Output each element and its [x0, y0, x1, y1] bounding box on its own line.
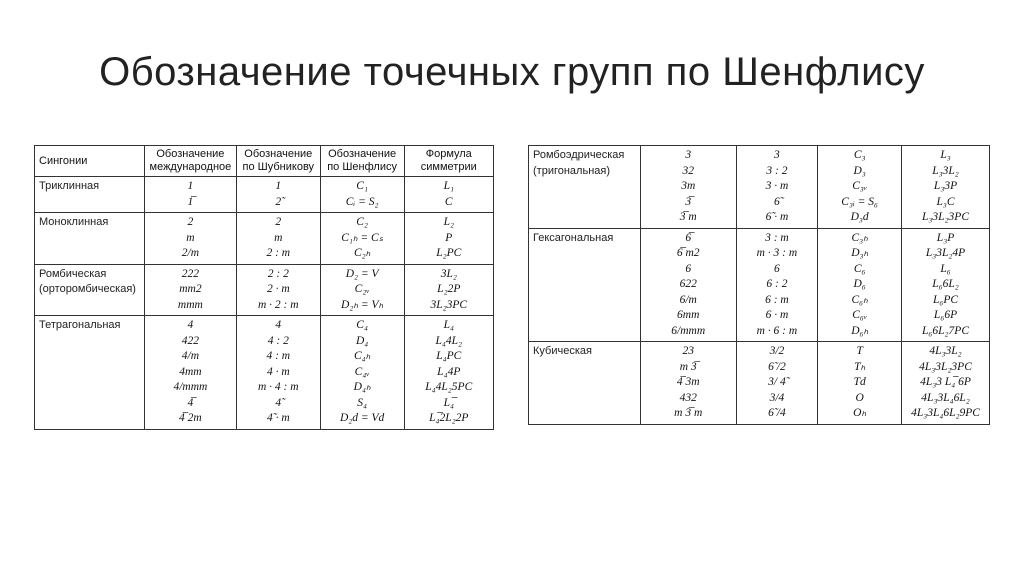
international-value: 6̅: [685, 231, 692, 244]
schoenflies-value: C₂ᵥ: [354, 283, 370, 295]
international-value: 422: [181, 334, 200, 347]
table-row: [35, 177, 494, 213]
shubnikov-value: m · 4 : m: [258, 381, 299, 393]
schoenflies-cell: [818, 146, 902, 229]
schoenflies-value: Tₕ: [854, 360, 866, 373]
formula-cell: [902, 228, 990, 342]
formula-value: L₃C: [936, 195, 955, 208]
international-value: 4mm: [179, 365, 202, 378]
formula-value: 4L₃3L₄6L₂: [921, 391, 970, 404]
international-cell: [640, 342, 736, 425]
international-value: 6̅ m2: [676, 247, 700, 259]
syngony-cell: Гексагональная: [529, 228, 641, 342]
schoenflies-value: O: [855, 391, 864, 404]
shubnikov-value: 6 · m: [765, 309, 789, 321]
formula-cell: [902, 342, 990, 425]
schoenflies-value: D₃d: [850, 211, 869, 223]
formula-value: L₃3L₂4P: [925, 247, 966, 259]
formula-value: 4L₃3L₂3PC: [919, 360, 972, 373]
shubnikov-value: m · 6 : m: [756, 324, 798, 337]
shubnikov-value: 2 : m: [266, 247, 291, 259]
formula-value: L₂2P: [437, 283, 461, 295]
international-value: 3̅: [685, 195, 692, 208]
international-value: 4: [187, 319, 194, 331]
schoenflies-value: C₃ᵥ: [852, 180, 868, 192]
formula-value: L₃3L₂3PC: [922, 211, 969, 223]
header-row: [35, 146, 494, 177]
international-value: 622: [679, 278, 697, 290]
syngony-cell: Ромбическая (орторомбическая): [35, 264, 145, 316]
shubnikov-value: 2̃: [275, 195, 282, 208]
international-cell: [144, 316, 236, 430]
formula-cell: [404, 264, 493, 316]
schoenflies-value: C₂ₕ: [353, 247, 371, 259]
schoenflies-value: D₃ₕ: [851, 247, 869, 259]
formula-value: L₄̅2L₂2P: [429, 412, 469, 424]
schoenflies-value: C₆ₕ: [851, 293, 868, 306]
syngony-cell: Ромбоэдрическая (тригональная): [529, 146, 641, 229]
formula-value: L₄: [443, 319, 454, 331]
international-cell: [640, 228, 736, 342]
schoenflies-value: C₂: [356, 216, 368, 228]
formula-value: L₄4L₂5PC: [425, 381, 473, 393]
schoenflies-value: Cᵢ = S₂: [345, 195, 379, 208]
slide-title: Обозначение точечных групп по Шенфлису: [99, 50, 925, 94]
point-groups-table-right: [528, 145, 990, 425]
shubnikov-value: 3 · m: [765, 180, 789, 192]
schoenflies-value: D₆ₕ: [851, 324, 869, 337]
table-row: [529, 228, 990, 342]
schoenflies-value: D₂ₕ = Vₕ: [341, 298, 384, 311]
table-row: [35, 264, 494, 316]
schoenflies-value: C₃: [853, 149, 866, 161]
shubnikov-value: m: [274, 231, 283, 244]
header-schoenflies: Обозначение по Шенфлису: [320, 146, 404, 177]
international-cell: [640, 146, 736, 229]
schoenflies-cell: [818, 228, 902, 342]
table-row: [529, 146, 990, 229]
international-value: 6mm: [677, 309, 700, 321]
formula-value: L₄4P: [437, 365, 461, 378]
shubnikov-value: 2 · m: [266, 283, 290, 295]
international-value: mm2: [179, 283, 202, 295]
table-row: [35, 316, 494, 430]
international-value: mmm: [177, 298, 203, 311]
header-international: Обозначение международное: [144, 146, 236, 177]
shubnikov-value: m · 2 : m: [258, 298, 299, 311]
shubnikov-value: 3 : m: [765, 231, 789, 244]
formula-value: 3L₂3PC: [430, 298, 468, 311]
formula-value: L₆: [940, 262, 951, 275]
international-value: 3m: [681, 180, 696, 192]
schoenflies-value: S₄: [357, 396, 367, 409]
formula-cell: [404, 177, 493, 213]
international-value: 4̅: [187, 396, 194, 409]
syngony-cell: Тетрагональная: [35, 316, 145, 430]
shubnikov-cell: [736, 342, 818, 425]
table-row: [529, 342, 990, 425]
syngony-cell: Кубическая: [529, 342, 641, 425]
formula-value: L₂PC: [436, 247, 462, 259]
shubnikov-value: 4 : m: [266, 350, 291, 362]
schoenflies-value: D₄: [355, 334, 369, 347]
shubnikov-value: 6̃ · m: [765, 211, 789, 223]
schoenflies-value: C₃ₕ: [851, 231, 868, 244]
shubnikov-value: 4̃ · m: [266, 412, 290, 424]
formula-value: 4L₃3 L₄̅ 6P: [920, 376, 971, 388]
international-value: 1̅: [187, 195, 194, 208]
shubnikov-value: 6̃ /2: [768, 360, 786, 373]
schoenflies-value: C₆: [853, 262, 866, 275]
shubnikov-value: 2: [275, 216, 282, 228]
shubnikov-value: 6̃: [774, 195, 780, 208]
international-cell: [144, 177, 236, 213]
shubnikov-value: 3/4: [769, 391, 785, 404]
international-value: m: [186, 231, 195, 244]
international-value: 2/m: [181, 247, 200, 259]
header-formula: Формула симметрии: [404, 146, 493, 177]
shubnikov-value: m · 3 : m: [756, 247, 798, 259]
schoenflies-value: C₄: [356, 319, 368, 331]
international-value: 32: [682, 164, 694, 177]
formula-value: L₃: [940, 149, 951, 161]
shubnikov-value: 2 : 2: [267, 267, 289, 280]
formula-value: L₃P: [936, 231, 955, 244]
syngony-cell: Триклинная: [35, 177, 145, 213]
schoenflies-value: C₃ᵢ = S₆: [841, 195, 879, 208]
shubnikov-value: 3/ 4̃: [768, 376, 786, 388]
international-value: m 3̅: [679, 360, 697, 373]
formula-value: L₆6L₂: [932, 278, 959, 290]
formula-value: L₆6P: [933, 309, 958, 321]
table-row: [35, 213, 494, 265]
schoenflies-value: C₁ₕ = Cₛ: [341, 231, 384, 244]
international-value: 6: [685, 262, 692, 275]
schoenflies-value: C₆ᵥ: [852, 309, 868, 321]
international-value: m 3̅ m: [674, 407, 703, 419]
shubnikov-value: 6 : 2: [766, 278, 788, 290]
shubnikov-cell: [236, 264, 320, 316]
shubnikov-cell: [736, 146, 818, 229]
international-value: 4/m: [181, 350, 200, 362]
schoenflies-value: D₄ₕ: [353, 381, 371, 393]
schoenflies-value: C₄ₕ: [353, 350, 371, 362]
international-value: 3: [685, 149, 692, 161]
schoenflies-value: D₃: [853, 164, 866, 177]
schoenflies-value: C₄ᵥ: [354, 365, 370, 378]
shubnikov-value: 4 · m: [266, 365, 290, 378]
header-syngony: Сингонии: [35, 146, 145, 177]
international-value: 6/m: [679, 293, 697, 306]
shubnikov-value: 6: [774, 262, 780, 275]
shubnikov-value: 4: [275, 319, 282, 331]
formula-cell: [902, 146, 990, 229]
schoenflies-value: T: [856, 345, 863, 357]
international-cell: [144, 264, 236, 316]
shubnikov-value: 3 : 2: [766, 164, 788, 177]
schoenflies-cell: [818, 342, 902, 425]
schoenflies-value: C₁: [356, 180, 368, 192]
international-value: 222: [181, 267, 200, 280]
schoenflies-value: D₂ = V: [345, 267, 379, 280]
international-value: 4/mmm: [173, 381, 208, 393]
international-value: 2: [187, 216, 194, 228]
header-shubnikov: Обозначение по Шубникову: [236, 146, 320, 177]
formula-value: P: [445, 231, 453, 244]
formula-value: L₃3L₂: [932, 164, 959, 177]
formula-value: L₄PC: [436, 350, 462, 362]
shubnikov-value: 3/2: [769, 345, 785, 357]
schoenflies-cell: [320, 177, 404, 213]
formula-value: 4L₃3L₄6L₂9PC: [911, 407, 980, 419]
formula-value: L₃3P: [933, 180, 958, 192]
formula-value: L₁: [443, 180, 454, 192]
international-value: 432: [679, 391, 697, 404]
shubnikov-cell: [236, 177, 320, 213]
shubnikov-value: 3: [774, 149, 780, 161]
schoenflies-cell: [320, 213, 404, 265]
schoenflies-value: D₂d = Vd: [339, 412, 385, 424]
international-value: 4̅ 2m: [179, 412, 202, 424]
shubnikov-value: 6 : m: [765, 293, 789, 306]
formula-value: C: [444, 195, 453, 208]
schoenflies-cell: [320, 264, 404, 316]
point-groups-table-left: [34, 145, 494, 430]
shubnikov-cell: [736, 228, 818, 342]
formula-value: 3L₂: [440, 267, 457, 280]
international-value: 6/mmm: [671, 324, 706, 337]
shubnikov-value: 4̃: [275, 396, 282, 409]
international-value: 3̅ m: [679, 211, 697, 223]
international-cell: [144, 213, 236, 265]
schoenflies-cell: [320, 316, 404, 430]
formula-cell: [404, 213, 493, 265]
shubnikov-value: 6̃ /4: [768, 407, 786, 419]
syngony-cell: Моноклинная: [35, 213, 145, 265]
formula-value: L₆6L₂7PC: [922, 324, 969, 337]
formula-value: L₄̅: [443, 396, 454, 409]
schoenflies-value: Oₕ: [853, 407, 867, 419]
international-value: 4̅ 3m: [676, 376, 700, 388]
formula-value: 4L₃3L₂: [929, 345, 962, 357]
formula-value: L₆PC: [932, 293, 959, 306]
shubnikov-cell: [236, 213, 320, 265]
shubnikov-cell: [236, 316, 320, 430]
schoenflies-value: D₆: [853, 278, 866, 290]
formula-value: L₂: [443, 216, 454, 228]
formula-value: L₄4L₂: [435, 334, 463, 347]
international-value: 1: [187, 180, 194, 192]
shubnikov-value: 1: [275, 180, 282, 192]
shubnikov-value: 4 : 2: [267, 334, 289, 347]
formula-cell: [404, 316, 493, 430]
international-value: 23: [682, 345, 694, 357]
schoenflies-value: Td: [853, 376, 866, 388]
